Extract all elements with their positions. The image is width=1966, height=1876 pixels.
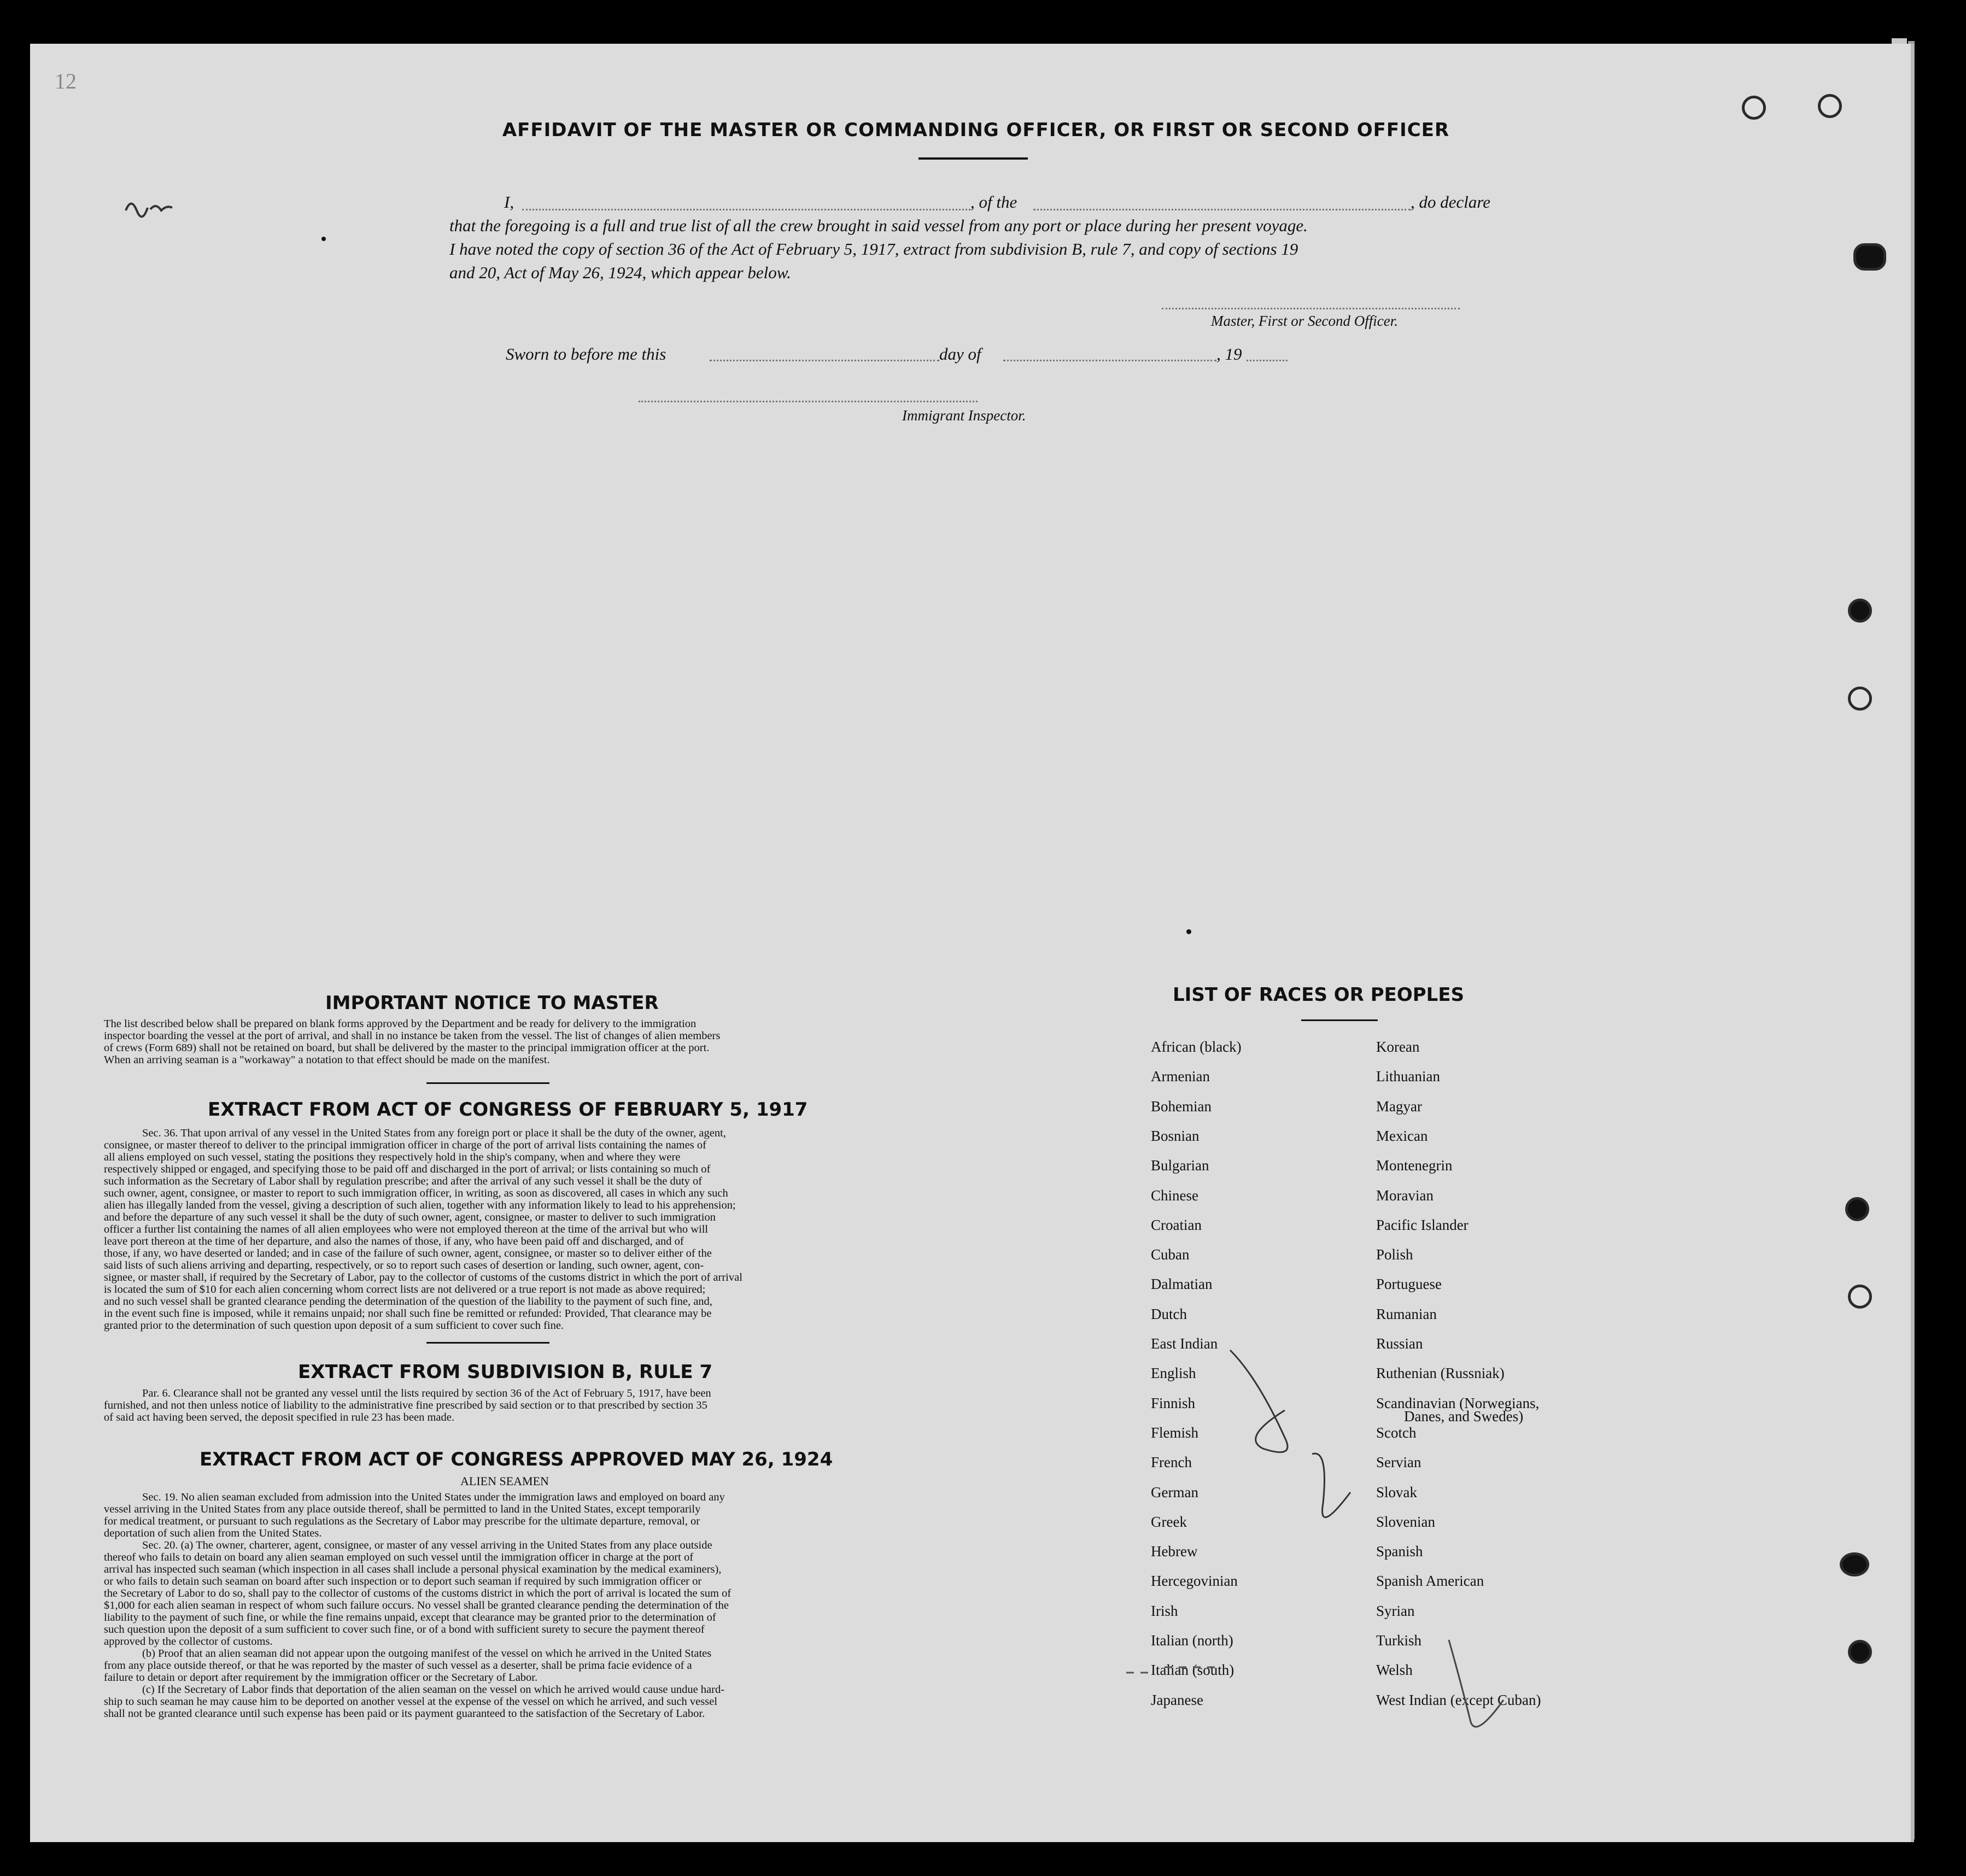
affidavit-of-the: , of the xyxy=(970,192,1017,212)
race-item: German xyxy=(1151,1484,1198,1500)
race-item: West Indian (except Cuban) xyxy=(1376,1691,1541,1708)
race-item: Korean xyxy=(1376,1039,1420,1055)
notice-line: inspector boarding the vessel at the port of arrival, and shall in no instance be taken from the vessel. The list of changes of alien members xyxy=(104,1030,721,1042)
extract-1917-line: such information as the Secretary of Labor shall by regulation prescribe; and after the arrival of any such vessel it shall be the duty of xyxy=(104,1175,703,1187)
binder-hole-icon xyxy=(1848,687,1872,711)
section-rule xyxy=(426,1082,549,1084)
name-blank xyxy=(522,209,970,210)
rule7-line: Par. 6. Clearance shall not be granted any vessel until the lists required by section 36 of the Act of February 5, 1917, have been xyxy=(142,1387,711,1399)
extract-1924-line: ship to such seaman he may cause him to be deported on another vessel at the expense of the vessel on which he arrived, and such vessel xyxy=(104,1696,718,1708)
race-item: Rumanian xyxy=(1376,1305,1437,1322)
race-item: Scotch xyxy=(1376,1424,1417,1441)
affidavit-i: I, xyxy=(504,192,514,212)
binder-clip-icon xyxy=(1853,243,1886,271)
binder-hole-icon xyxy=(1742,96,1766,120)
race-item: Ruthenian (Russniak) xyxy=(1376,1365,1505,1382)
extract-1917-line: said lists of such aliens arriving and departing, respectively, or so to report such cases of desertion or landing, such owner, agent, con- xyxy=(104,1259,704,1271)
race-item: Spanish xyxy=(1376,1543,1423,1560)
page-number: 12 xyxy=(55,69,77,93)
extract-1917-line: consignee, or master thereof to deliver to the principal immigration officer in charge of the port of arrival lists containing the names of xyxy=(104,1139,706,1151)
sworn-day-blank xyxy=(710,360,939,361)
race-item: Finnish xyxy=(1151,1394,1196,1411)
extract-1924-line: Sec. 19. No alien seaman excluded from admission into the United States under the immigration laws and employed on board any xyxy=(142,1491,725,1503)
extract-1924-line: for medical treatment, or pursuant to such regulations as the Secretary of Labor may prescribe for the ultimate departure, removal, or xyxy=(104,1515,700,1527)
race-item: Portuguese xyxy=(1376,1276,1442,1293)
extract-1924-body xyxy=(104,1491,891,1720)
race-item: Hebrew xyxy=(1151,1543,1198,1560)
master-label: Master, First or Second Officer. xyxy=(1211,313,1398,329)
race-item: Polish xyxy=(1376,1246,1413,1263)
rule7-line: furnished, and not then unless notice of liability to the administrative fine prescribed by said section or to that prescribed by section 35 xyxy=(104,1399,707,1411)
race-item: Pacific Islander xyxy=(1376,1216,1468,1233)
binder-clip-icon xyxy=(1848,599,1872,623)
extract-1924-line: from any place outside thereof, or that he was reported by the master of such vessel as a deserter, shall be prima facie evidence of a xyxy=(104,1660,692,1672)
extract-1924-line: arrival has inspected such seaman (which inspection in all cases shall include a personal physical examination by the medical examiners), xyxy=(104,1563,722,1575)
inspector-signature-line xyxy=(639,401,978,402)
title-rule xyxy=(918,157,1028,160)
affidavit-line-4: and 20, Act of May 26, 1924, which appear below. xyxy=(449,263,791,282)
notice-body xyxy=(104,1018,891,1066)
race-item: Greek xyxy=(1151,1513,1187,1530)
extract-1924-line: deportation of such alien from the United States. xyxy=(104,1527,322,1539)
race-item: Flemish xyxy=(1151,1424,1199,1441)
race-item: Montenegrin xyxy=(1376,1157,1453,1174)
extract-1924-title: EXTRACT FROM ACT OF CONGRESS APPROVED MAY 26, 1924 xyxy=(200,1449,833,1470)
race-item: Dutch xyxy=(1151,1305,1187,1322)
race-item: Lithuanian xyxy=(1376,1068,1440,1085)
race-item: Chinese xyxy=(1151,1187,1198,1204)
rule7-body xyxy=(104,1387,891,1423)
extract-1917-line: and before the departure of any such vessel it shall be the duty of such owner, agent, consignee, or master to deliver to such immigration xyxy=(104,1211,716,1223)
binder-clip-icon xyxy=(1845,1197,1869,1221)
race-item: Dalmatian xyxy=(1151,1276,1213,1293)
notice-line: of crews (Form 689) shall not be retained on board, but shall be delivered by the master to the principal immigration officer at the port. xyxy=(104,1042,710,1054)
extract-1924-line: or who fails to detain such seaman on board after such inspection or to deport such seaman if required by such immigration officer or xyxy=(104,1575,702,1587)
race-item: Welsh xyxy=(1376,1662,1413,1679)
extract-1917-line: respectively shipped or engaged, and specifying those to be paid off and discharged in the port of arrival; or lists containing so much of xyxy=(104,1163,711,1175)
race-item: East Indian xyxy=(1151,1335,1218,1352)
race-item: Magyar xyxy=(1376,1098,1422,1115)
races-title-rule xyxy=(1301,1019,1378,1021)
extract-1924-line: $1,000 for each alien seaman in respect of whom such failure occurs. No vessel shall be granted clearance pending the determination of the xyxy=(104,1599,729,1611)
extract-1917-line: alien has illegally landed from the vessel, giving a description of such alien, together with any information likely to lead to his apprehension; xyxy=(104,1199,736,1211)
extract-1924-line: approved by the collector of customs. xyxy=(104,1635,273,1648)
race-item: African (black) xyxy=(1151,1039,1242,1055)
race-item: Cuban xyxy=(1151,1246,1190,1263)
extract-1924-line: (c) If the Secretary of Labor finds that deportation of the alien seaman on the vessel on which he arrived would cause undue hard- xyxy=(142,1684,725,1696)
binder-hole-icon xyxy=(1818,94,1842,118)
notice-title: IMPORTANT NOTICE TO MASTER xyxy=(325,992,659,1014)
extract-1924-line: failure to detain or deport after requirement by the immigration officer or the Secretary of Labor. xyxy=(104,1672,538,1684)
extract-1917-line: Sec. 36. That upon arrival of any vessel in the United States from any foreign port or place it shall be the duty of the owner, agent, xyxy=(142,1127,726,1139)
extract-1917-line: those, if any, wo have deserted or landed; and in case of the failure of such owner, agent, consignee, or master so to deliver either of the xyxy=(104,1247,712,1259)
race-item: Armenian xyxy=(1151,1068,1210,1085)
binder-hole-icon xyxy=(1848,1285,1872,1309)
handwritten-mark xyxy=(123,194,178,221)
race-item: Mexican xyxy=(1376,1127,1428,1144)
extract-1917-title: EXTRACT FROM ACT OF CONGRESS OF FEBRUARY 5, 1917 xyxy=(208,1099,808,1121)
extract-1917-line: leave port thereon at the time of her departure, and also the names of those, if any, who have been paid off and discharged, and of xyxy=(104,1235,684,1247)
race-item: Slovak xyxy=(1376,1484,1418,1500)
extract-1924-line: shall not be granted clearance until such expense has been paid or its payment guaranteed to the satisfaction of the Secretary of Labor. xyxy=(104,1708,705,1720)
race-item: French xyxy=(1151,1454,1192,1471)
race-item: Scandinavian (Norwegians, xyxy=(1376,1394,1540,1411)
affidavit-declare: , do declare xyxy=(1411,192,1491,212)
binder-hole-icon xyxy=(1848,1640,1872,1664)
race-item: Bulgarian xyxy=(1151,1157,1209,1174)
race-item: Moravian xyxy=(1376,1187,1433,1204)
sworn-text: Sworn to before me this xyxy=(506,344,666,364)
bullet xyxy=(1186,929,1191,934)
race-item: Servian xyxy=(1376,1454,1421,1471)
binder-clip-icon xyxy=(1840,1552,1869,1576)
race-item: English xyxy=(1151,1365,1196,1382)
sworn-month-blank xyxy=(1003,360,1216,361)
handwritten-strokes xyxy=(1121,1285,1558,1766)
race-item: Irish xyxy=(1151,1602,1178,1619)
rule7-title: EXTRACT FROM SUBDIVISION B, RULE 7 xyxy=(298,1361,713,1383)
section-rule xyxy=(426,1342,549,1344)
extract-1924-line: Sec. 20. (a) The owner, charterer, agent, consignee, or master of any vessel arriving in the United States from any place outside xyxy=(142,1539,712,1551)
notice-line: When an arriving seaman is a "workaway" a notation to that effect should be made on the manifest. xyxy=(104,1054,550,1066)
extract-1917-line: in the event such fine is imposed, while it remains unpaid; nor shall such fine be remitted or refunded: Provided, That clearance may be xyxy=(104,1308,712,1320)
extract-1924-line: such question upon the deposit of a sum sufficient to cover such fine, or of a bond with sufficient surety to secure the payment thereof xyxy=(104,1623,705,1635)
extract-1917-body xyxy=(104,1127,891,1332)
extract-1917-line: signee, or master shall, if required by the Secretary of Labor, pay to the collector of customs of the customs district in which the port of arrival xyxy=(104,1271,742,1283)
race-item: Danes, and Swedes) xyxy=(1404,1408,1524,1424)
extract-1924-subtitle: ALIEN SEAMEN xyxy=(460,1474,549,1488)
notice-line: The list described below shall be prepared on blank forms approved by the Department and be ready for delivery to the immigration xyxy=(104,1018,697,1030)
race-item: Japanese xyxy=(1151,1691,1203,1708)
extract-1917-line: such owner, agent, consignee, or master to report to such immigration officer, in writing, as soon as discovered, all cases in which any such xyxy=(104,1187,728,1199)
race-item: Spanish American xyxy=(1376,1573,1484,1590)
extract-1917-line: granted prior to the determination of such question upon deposit of a sum sufficient to cover such fine. xyxy=(104,1320,564,1332)
extract-1917-line: is located the sum of $10 for each alien concerning whom correct lists are not delivered or a true report is not made as above required; xyxy=(104,1283,706,1295)
race-item: Italian (north) xyxy=(1151,1632,1233,1649)
extract-1924-line: vessel arriving in the United States from any place outside thereof, shall be permitted to land in the United States, except temporarily xyxy=(104,1503,701,1515)
race-item: Italian (south) xyxy=(1151,1662,1234,1679)
extract-1917-line: and no such vessel shall be granted clearance pending the determination of the question of the liability to the payment of such fine, and, xyxy=(104,1295,712,1308)
bullet xyxy=(321,237,326,241)
extract-1924-line: thereof who fails to detain on board any alien seaman employed on such vessel until the immigration officer in charge at the port of xyxy=(104,1551,694,1563)
affidavit-title: AFFIDAVIT OF THE MASTER OR COMMANDING OFFICER, OR FIRST OR SECOND OFFICER xyxy=(502,119,1450,141)
race-item: Croatian xyxy=(1151,1216,1202,1233)
extract-1917-line: officer a further list containing the names of all alien employees who were not employed thereon at the time of the arrival but who will xyxy=(104,1223,709,1235)
race-item: Bohemian xyxy=(1151,1098,1212,1115)
races-title: LIST OF RACES OR PEOPLES xyxy=(1173,984,1465,1006)
extract-1924-line: (b) Proof that an alien seaman did not appear upon the outgoing manifest of the vessel on which he arrived in the United States xyxy=(142,1648,712,1660)
extract-1924-line: liability to the payment of such fine, or while the fine remains unpaid, except that clearance may be granted prior to the determination of xyxy=(104,1611,716,1623)
day-of-text: day of xyxy=(939,344,981,364)
year-text: , 19 xyxy=(1216,344,1242,364)
affidavit-line-3: I have noted the copy of section 36 of the Act of February 5, 1917, extract from subdivision B, rule 7, and copy of sections 19 xyxy=(449,239,1298,259)
master-signature-line xyxy=(1162,308,1460,309)
rule7-line: of said act having been served, the deposit specified in rule 23 has been made. xyxy=(104,1411,454,1423)
affidavit-line-2: that the foregoing is a full and true list of all the crew brought in said vessel from any port or place during her present voyage. xyxy=(449,216,1308,235)
race-item: Slovenian xyxy=(1376,1513,1435,1530)
year-blank xyxy=(1247,360,1288,361)
inspector-label: Immigrant Inspector. xyxy=(902,407,1026,424)
race-item: Hercegovinian xyxy=(1151,1573,1238,1590)
vessel-blank xyxy=(1033,209,1411,210)
race-item: Russian xyxy=(1376,1335,1423,1352)
extract-1917-line: all aliens employed on such vessel, stating the positions they respectively hold in the ship's company, when and where they were xyxy=(104,1151,681,1163)
race-item: Bosnian xyxy=(1151,1127,1200,1144)
race-item: Syrian xyxy=(1376,1602,1415,1619)
extract-1924-line: the Secretary of Labor to do so, shall pay to the collector of customs of the customs district in which the port of arrival is located the sum of xyxy=(104,1587,732,1599)
race-item: Turkish xyxy=(1376,1632,1422,1649)
